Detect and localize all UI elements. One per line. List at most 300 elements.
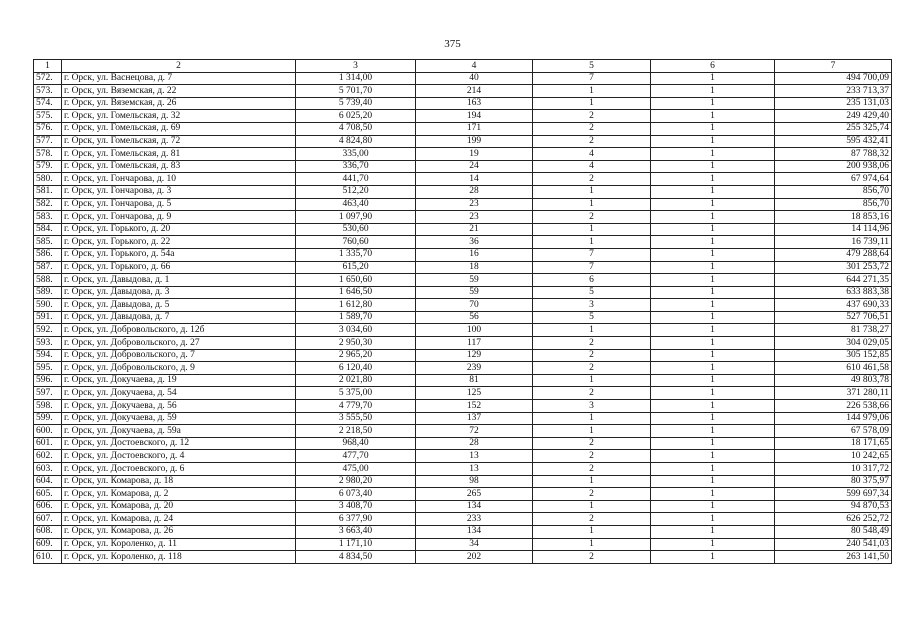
address: г. Орск, ул. Гончарова, д. 3: [62, 185, 296, 198]
table-row: [34, 173, 892, 186]
column-6-value: 1: [651, 324, 775, 337]
table-row: [34, 299, 892, 312]
cost-value: 10 317,72: [775, 463, 892, 476]
column-5-value: 2: [533, 551, 651, 564]
table-row: [34, 551, 892, 564]
area-value: 2 980,20: [296, 475, 416, 488]
area-value: 2 021,80: [296, 374, 416, 387]
column-6-value: 1: [651, 160, 775, 173]
cost-value: 80 375,97: [775, 475, 892, 488]
residents-count: 171: [416, 122, 533, 135]
residents-count: 40: [416, 72, 533, 85]
address: г. Орск, ул. Комарова, д. 26: [62, 525, 296, 538]
row-number: 579.: [34, 160, 62, 173]
column-5-value: 2: [533, 337, 651, 350]
column-5-value: 2: [533, 513, 651, 526]
row-number: 587.: [34, 261, 62, 274]
area-value: 5 739,40: [296, 97, 416, 110]
address: г. Орск, ул. Достоевского, д. 12: [62, 437, 296, 450]
row-number: 586.: [34, 248, 62, 261]
cost-value: 249 429,40: [775, 110, 892, 123]
residents-count: 239: [416, 362, 533, 375]
area-value: 6 025,20: [296, 110, 416, 123]
table-row: [34, 488, 892, 501]
cost-value: 87 788,32: [775, 148, 892, 161]
address: г. Орск, ул. Докучаева, д. 54: [62, 387, 296, 400]
residents-count: 137: [416, 412, 533, 425]
table-row: [34, 525, 892, 538]
row-number: 601.: [34, 437, 62, 450]
row-number: 583.: [34, 211, 62, 224]
area-value: 3 408,70: [296, 500, 416, 513]
column-6-value: 1: [651, 185, 775, 198]
cost-value: 255 325,74: [775, 122, 892, 135]
cost-value: 479 288,64: [775, 248, 892, 261]
column-5-value: 2: [533, 450, 651, 463]
row-number: 576.: [34, 122, 62, 135]
cost-value: 240 541,03: [775, 538, 892, 551]
column-6-value: 1: [651, 513, 775, 526]
residents-count: 194: [416, 110, 533, 123]
cost-value: 301 253,72: [775, 261, 892, 274]
column-6-value: 1: [651, 538, 775, 551]
address: г. Орск, ул. Комарова, д. 20: [62, 500, 296, 513]
column-5-value: 1: [533, 223, 651, 236]
column-5-value: 2: [533, 488, 651, 501]
table-row: [34, 274, 892, 287]
area-value: 3 034,60: [296, 324, 416, 337]
table-row: [34, 500, 892, 513]
residents-count: 28: [416, 437, 533, 450]
cost-value: 81 738,27: [775, 324, 892, 337]
row-number: 578.: [34, 148, 62, 161]
residents-count: 36: [416, 236, 533, 249]
address: г. Орск, ул. Гомельская, д. 72: [62, 135, 296, 148]
table-row: [34, 122, 892, 135]
table-row: [34, 475, 892, 488]
column-6-value: 1: [651, 525, 775, 538]
table-row: [34, 400, 892, 413]
page-number: 375: [444, 38, 461, 50]
residents-count: 134: [416, 500, 533, 513]
table-row: [34, 337, 892, 350]
address: г. Орск, ул. Гончарова, д. 10: [62, 173, 296, 186]
row-number: 600.: [34, 425, 62, 438]
address: г. Орск, ул. Достоевского, д. 6: [62, 463, 296, 476]
address: г. Орск, ул. Вяземская, д. 22: [62, 85, 296, 98]
column-5-value: 2: [533, 437, 651, 450]
cost-value: 49 803,78: [775, 374, 892, 387]
column-6-value: 1: [651, 362, 775, 375]
residents-count: 233: [416, 513, 533, 526]
column-6-value: 1: [651, 97, 775, 110]
column-6-value: 1: [651, 488, 775, 501]
residents-count: 265: [416, 488, 533, 501]
table-row: [34, 198, 892, 211]
cost-value: 856,70: [775, 198, 892, 211]
column-5-value: 1: [533, 85, 651, 98]
column-6-value: 1: [651, 450, 775, 463]
address: г. Орск, ул. Горького, д. 20: [62, 223, 296, 236]
cost-value: 305 152,85: [775, 349, 892, 362]
column-6-value: 1: [651, 135, 775, 148]
cost-value: 633 883,38: [775, 286, 892, 299]
area-value: 1 171,10: [296, 538, 416, 551]
area-value: 335,00: [296, 148, 416, 161]
column-5-value: 2: [533, 122, 651, 135]
area-value: 4 824,80: [296, 135, 416, 148]
address: г. Орск, ул. Гомельская, д. 69: [62, 122, 296, 135]
column-5-value: 1: [533, 475, 651, 488]
residents-count: 100: [416, 324, 533, 337]
area-value: 4 708,50: [296, 122, 416, 135]
address: г. Орск, ул. Достоевского, д. 4: [62, 450, 296, 463]
cost-value: 80 548,49: [775, 525, 892, 538]
address: г. Орск, ул. Гончарова, д. 5: [62, 198, 296, 211]
area-value: 1 314,00: [296, 72, 416, 85]
header-row: [34, 60, 892, 73]
address: г. Орск, ул. Добровольского, д. 27: [62, 337, 296, 350]
residents-count: 134: [416, 525, 533, 538]
row-number: 580.: [34, 173, 62, 186]
row-number: 572.: [34, 72, 62, 85]
area-value: 1 646,50: [296, 286, 416, 299]
residents-count: 59: [416, 286, 533, 299]
column-6-value: 1: [651, 148, 775, 161]
address: г. Орск, ул. Вяземская, д. 26: [62, 97, 296, 110]
column-6-value: 1: [651, 400, 775, 413]
area-value: 530,60: [296, 223, 416, 236]
column-5-value: 3: [533, 400, 651, 413]
column-5-value: 4: [533, 148, 651, 161]
column-5-value: 2: [533, 463, 651, 476]
address: г. Орск, ул. Гомельская, д. 32: [62, 110, 296, 123]
row-number: 594.: [34, 349, 62, 362]
column-6-value: 1: [651, 551, 775, 564]
column-5-value: 5: [533, 311, 651, 324]
address: г. Орск, ул. Добровольского, д. 12б: [62, 324, 296, 337]
area-value: 6 073,40: [296, 488, 416, 501]
residents-count: 18: [416, 261, 533, 274]
row-number: 593.: [34, 337, 62, 350]
table-row: [34, 374, 892, 387]
cost-value: 67 974,64: [775, 173, 892, 186]
table-row: [34, 425, 892, 438]
column-header-5: 5: [533, 60, 651, 73]
residents-count: 13: [416, 450, 533, 463]
row-number: 609.: [34, 538, 62, 551]
address: г. Орск, ул. Давыдова, д. 7: [62, 311, 296, 324]
residents-count: 199: [416, 135, 533, 148]
row-number: 588.: [34, 274, 62, 287]
residents-count: 23: [416, 211, 533, 224]
table-row: [34, 110, 892, 123]
column-5-value: 1: [533, 198, 651, 211]
residents-count: 72: [416, 425, 533, 438]
residents-count: 19: [416, 148, 533, 161]
address: г. Орск, ул. Комарова, д. 2: [62, 488, 296, 501]
address: г. Орск, ул. Горького, д. 22: [62, 236, 296, 249]
column-6-value: 1: [651, 85, 775, 98]
address: г. Орск, ул. Докучаева, д. 59а: [62, 425, 296, 438]
residents-count: 59: [416, 274, 533, 287]
row-number: 591.: [34, 311, 62, 324]
column-6-value: 1: [651, 286, 775, 299]
row-number: 589.: [34, 286, 62, 299]
area-value: 3 663,40: [296, 525, 416, 538]
residents-count: 81: [416, 374, 533, 387]
row-number: 607.: [34, 513, 62, 526]
column-5-value: 1: [533, 324, 651, 337]
cost-value: 595 432,41: [775, 135, 892, 148]
cost-value: 527 706,51: [775, 311, 892, 324]
row-number: 582.: [34, 198, 62, 211]
address: г. Орск, ул. Давыдова, д. 5: [62, 299, 296, 312]
column-5-value: 1: [533, 236, 651, 249]
table-row: [34, 185, 892, 198]
column-6-value: 1: [651, 173, 775, 186]
residents-count: 129: [416, 349, 533, 362]
row-number: 590.: [34, 299, 62, 312]
table-row: [34, 223, 892, 236]
address: г. Орск, ул. Комарова, д. 18: [62, 475, 296, 488]
column-6-value: 1: [651, 437, 775, 450]
area-value: 1 650,60: [296, 274, 416, 287]
row-number: 598.: [34, 400, 62, 413]
column-6-value: 1: [651, 311, 775, 324]
residents-count: 13: [416, 463, 533, 476]
area-value: 441,70: [296, 173, 416, 186]
address: г. Орск, ул. Короленко, д. 118: [62, 551, 296, 564]
cost-value: 14 114,96: [775, 223, 892, 236]
address: г. Орск, ул. Добровольского, д. 9: [62, 362, 296, 375]
area-value: 1 097,90: [296, 211, 416, 224]
area-value: 5 701,70: [296, 85, 416, 98]
column-5-value: 2: [533, 211, 651, 224]
row-number: 608.: [34, 525, 62, 538]
column-5-value: 7: [533, 248, 651, 261]
table-row: [34, 148, 892, 161]
table-row: [34, 538, 892, 551]
residents-count: 21: [416, 223, 533, 236]
column-6-value: 1: [651, 412, 775, 425]
column-6-value: 1: [651, 374, 775, 387]
address: г. Орск, ул. Гомельская, д. 83: [62, 160, 296, 173]
table-row: [34, 97, 892, 110]
area-value: 463,40: [296, 198, 416, 211]
residents-count: 24: [416, 160, 533, 173]
column-5-value: 2: [533, 135, 651, 148]
area-value: 1 589,70: [296, 311, 416, 324]
residents-count: 28: [416, 185, 533, 198]
column-6-value: 1: [651, 72, 775, 85]
row-number: 581.: [34, 185, 62, 198]
residents-count: 163: [416, 97, 533, 110]
cost-value: 856,70: [775, 185, 892, 198]
cost-value: 18 171,65: [775, 437, 892, 450]
residents-count: 23: [416, 198, 533, 211]
area-value: 760,60: [296, 236, 416, 249]
cost-value: 371 280,11: [775, 387, 892, 400]
cost-value: 235 131,03: [775, 97, 892, 110]
cost-value: 644 271,35: [775, 274, 892, 287]
table-row: [34, 311, 892, 324]
column-5-value: 1: [533, 525, 651, 538]
cost-value: 67 578,09: [775, 425, 892, 438]
column-header-1: 1: [34, 60, 62, 73]
table-row: [34, 160, 892, 173]
table-row: [34, 248, 892, 261]
residents-count: 214: [416, 85, 533, 98]
data-table: [33, 59, 892, 564]
address: г. Орск, ул. Докучаева, д. 59: [62, 412, 296, 425]
address: г. Орск, ул. Горького, д. 66: [62, 261, 296, 274]
column-6-value: 1: [651, 248, 775, 261]
cost-value: 10 242,65: [775, 450, 892, 463]
address: г. Орск, ул. Гончарова, д. 9: [62, 211, 296, 224]
residents-count: 70: [416, 299, 533, 312]
area-value: 336,70: [296, 160, 416, 173]
cost-value: 144 979,06: [775, 412, 892, 425]
column-6-value: 1: [651, 274, 775, 287]
column-6-value: 1: [651, 122, 775, 135]
table-row: [34, 286, 892, 299]
area-value: 477,70: [296, 450, 416, 463]
column-6-value: 1: [651, 475, 775, 488]
cost-value: 18 853,16: [775, 211, 892, 224]
area-value: 2 965,20: [296, 349, 416, 362]
column-5-value: 4: [533, 160, 651, 173]
address: г. Орск, ул. Горького, д. 54а: [62, 248, 296, 261]
column-5-value: 1: [533, 97, 651, 110]
column-6-value: 1: [651, 110, 775, 123]
residents-count: 98: [416, 475, 533, 488]
area-value: 6 120,40: [296, 362, 416, 375]
area-value: 5 375,00: [296, 387, 416, 400]
table-body: [34, 72, 892, 563]
table-row: [34, 412, 892, 425]
row-number: 573.: [34, 85, 62, 98]
column-6-value: 1: [651, 223, 775, 236]
row-number: 584.: [34, 223, 62, 236]
table-row: [34, 463, 892, 476]
cost-value: 494 700,09: [775, 72, 892, 85]
column-5-value: 2: [533, 110, 651, 123]
column-5-value: 5: [533, 286, 651, 299]
column-6-value: 1: [651, 463, 775, 476]
residents-count: 56: [416, 311, 533, 324]
table-row: [34, 236, 892, 249]
address: г. Орск, ул. Добровольского, д. 7: [62, 349, 296, 362]
column-5-value: 2: [533, 387, 651, 400]
row-number: 596.: [34, 374, 62, 387]
residents-count: 152: [416, 400, 533, 413]
column-5-value: 1: [533, 538, 651, 551]
cost-value: 304 029,05: [775, 337, 892, 350]
row-number: 602.: [34, 450, 62, 463]
row-number: 585.: [34, 236, 62, 249]
area-value: 6 377,90: [296, 513, 416, 526]
column-5-value: 6: [533, 274, 651, 287]
address: г. Орск, ул. Давыдова, д. 1: [62, 274, 296, 287]
area-value: 4 834,50: [296, 551, 416, 564]
cost-value: 263 141,50: [775, 551, 892, 564]
row-number: 574.: [34, 97, 62, 110]
column-6-value: 1: [651, 299, 775, 312]
column-6-value: 1: [651, 261, 775, 274]
residents-count: 14: [416, 173, 533, 186]
column-6-value: 1: [651, 387, 775, 400]
table-row: [34, 349, 892, 362]
residents-count: 16: [416, 248, 533, 261]
column-6-value: 1: [651, 425, 775, 438]
column-5-value: 1: [533, 425, 651, 438]
column-5-value: 3: [533, 299, 651, 312]
cost-value: 233 713,37: [775, 85, 892, 98]
column-header-2: 2: [62, 60, 296, 73]
row-number: 605.: [34, 488, 62, 501]
address: г. Орск, ул. Докучаева, д. 19: [62, 374, 296, 387]
column-5-value: 7: [533, 261, 651, 274]
row-number: 610.: [34, 551, 62, 564]
area-value: 2 218,50: [296, 425, 416, 438]
table-row: [34, 450, 892, 463]
address: г. Орск, ул. Докучаева, д. 56: [62, 400, 296, 413]
row-number: 597.: [34, 387, 62, 400]
residents-count: 34: [416, 538, 533, 551]
column-6-value: 1: [651, 337, 775, 350]
area-value: 1 612,80: [296, 299, 416, 312]
column-5-value: 2: [533, 362, 651, 375]
column-6-value: 1: [651, 198, 775, 211]
column-header-7: 7: [775, 60, 892, 73]
column-5-value: 2: [533, 349, 651, 362]
column-5-value: 1: [533, 185, 651, 198]
row-number: 595.: [34, 362, 62, 375]
cost-value: 200 938,06: [775, 160, 892, 173]
column-5-value: 1: [533, 500, 651, 513]
table-row: [34, 437, 892, 450]
column-6-value: 1: [651, 236, 775, 249]
table-row: [34, 513, 892, 526]
area-value: 4 779,70: [296, 400, 416, 413]
address: г. Орск, ул. Гомельская, д. 81: [62, 148, 296, 161]
table-row: [34, 72, 892, 85]
address: г. Орск, ул. Давыдова, д. 3: [62, 286, 296, 299]
cost-value: 599 697,34: [775, 488, 892, 501]
column-header-6: 6: [651, 60, 775, 73]
table-row: [34, 387, 892, 400]
row-number: 604.: [34, 475, 62, 488]
column-header-3: 3: [296, 60, 416, 73]
area-value: 512,20: [296, 185, 416, 198]
row-number: 575.: [34, 110, 62, 123]
area-value: 3 555,50: [296, 412, 416, 425]
cost-value: 226 538,66: [775, 400, 892, 413]
area-value: 2 950,30: [296, 337, 416, 350]
residents-count: 117: [416, 337, 533, 350]
column-5-value: 1: [533, 412, 651, 425]
column-6-value: 1: [651, 211, 775, 224]
area-value: 475,00: [296, 463, 416, 476]
residents-count: 202: [416, 551, 533, 564]
row-number: 592.: [34, 324, 62, 337]
cost-value: 437 690,33: [775, 299, 892, 312]
column-5-value: 7: [533, 72, 651, 85]
table-row: [34, 261, 892, 274]
area-value: 968,40: [296, 437, 416, 450]
row-number: 577.: [34, 135, 62, 148]
